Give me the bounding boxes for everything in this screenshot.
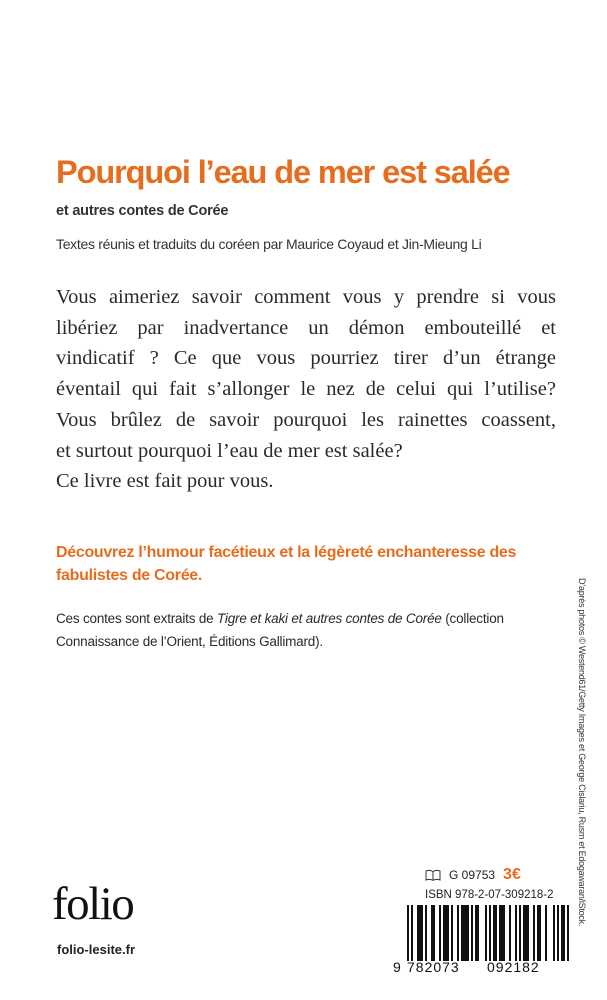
- tagline-line: fabulistes de Corée.: [56, 567, 203, 584]
- blurb-line: Ce livre est fait pour vous.: [56, 470, 274, 493]
- book-title: Pourquoi l’eau de mer est salée: [56, 154, 510, 190]
- source-work-title: Tigre et kaki et autres contes de Corée: [216, 611, 442, 626]
- barcode-bar: [509, 905, 511, 961]
- barcode: [393, 905, 569, 961]
- source-prefix: Ces contes sont extraits de: [56, 611, 217, 626]
- source-line-1: [56, 607, 566, 630]
- barcode-digits: [393, 959, 569, 975]
- barcode-bar: [407, 905, 409, 961]
- barcode-bar: [537, 905, 541, 961]
- blurb-line: vindicatif ? Ce que vous pourriez tirer d’un étrange: [56, 347, 556, 370]
- barcode-bar: [443, 905, 449, 961]
- barcode-bar: [431, 905, 435, 961]
- barcode-bar: [461, 905, 469, 961]
- photo-credit: D’après photos © Westend61/Getty Images et George Cislariu, Rusm et Edogawaran/iStock.: [577, 578, 587, 927]
- blurb: [56, 282, 556, 497]
- barcode-bar: [471, 905, 473, 961]
- blurb-line: Vous brûlez de savoir pourquoi les rainettes coassent,: [56, 408, 556, 431]
- barcode-bar: [425, 905, 427, 961]
- barcode-digit-group: 092182: [487, 959, 540, 975]
- isbn: ISBN 978-2-07-309218-2: [425, 889, 554, 901]
- barcode-bar: [489, 905, 491, 961]
- barcode-digit-lead: 9: [393, 959, 402, 975]
- barcode-bar: [417, 905, 423, 961]
- product-code: G 09753: [449, 868, 496, 882]
- barcode-bar: [457, 905, 459, 961]
- barcode-bar: [553, 905, 555, 961]
- barcode-bar: [545, 905, 547, 961]
- barcode-bar: [485, 905, 487, 961]
- barcode-bar: [451, 905, 453, 961]
- book-icon: [425, 869, 441, 881]
- tagline: [56, 541, 556, 587]
- blurb-line: éventail qui fait s’allonger le nez de celui qui l’utilise?: [56, 378, 556, 401]
- tagline-line: Découvrez l’humour facétieux et la légèreté enchanteresse des: [56, 544, 517, 561]
- book-subtitle: et autres contes de Corée: [56, 203, 229, 219]
- barcode-bar: [523, 905, 529, 961]
- barcode-bar: [519, 905, 521, 961]
- source-note: [56, 607, 566, 653]
- barcode-bar: [493, 905, 497, 961]
- barcode-bar: [411, 905, 413, 961]
- source-line-2: Connaissance de l’Orient, Éditions Gallimard).: [56, 634, 323, 649]
- price-row: [393, 865, 569, 885]
- source-suffix: (collection: [441, 611, 504, 626]
- barcode-bar: [561, 905, 565, 961]
- folio-logo: folio: [52, 878, 134, 930]
- barcode-bar: [499, 905, 505, 961]
- barcode-bar: [533, 905, 535, 961]
- website-link[interactable]: folio-lesite.fr: [57, 942, 136, 957]
- barcode-bar: [439, 905, 441, 961]
- barcode-bar: [475, 905, 479, 961]
- blurb-line: et surtout pourquoi l’eau de mer est salée?: [56, 439, 403, 462]
- barcode-digit-group: 782073: [407, 959, 460, 975]
- barcode-bar: [557, 905, 559, 961]
- price: 3€: [503, 866, 521, 883]
- barcode-block: [393, 865, 569, 975]
- blurb-line: Vous aimeriez savoir comment vous y prendre si vous: [56, 286, 556, 308]
- barcode-bar: [567, 905, 569, 961]
- translator-credits: Textes réunis et traduits du coréen par Maurice Coyaud et Jin-Mieung Li: [56, 236, 482, 252]
- blurb-line: libériez par inadvertance un démon embouteillé et: [56, 316, 556, 339]
- barcode-bar: [515, 905, 517, 961]
